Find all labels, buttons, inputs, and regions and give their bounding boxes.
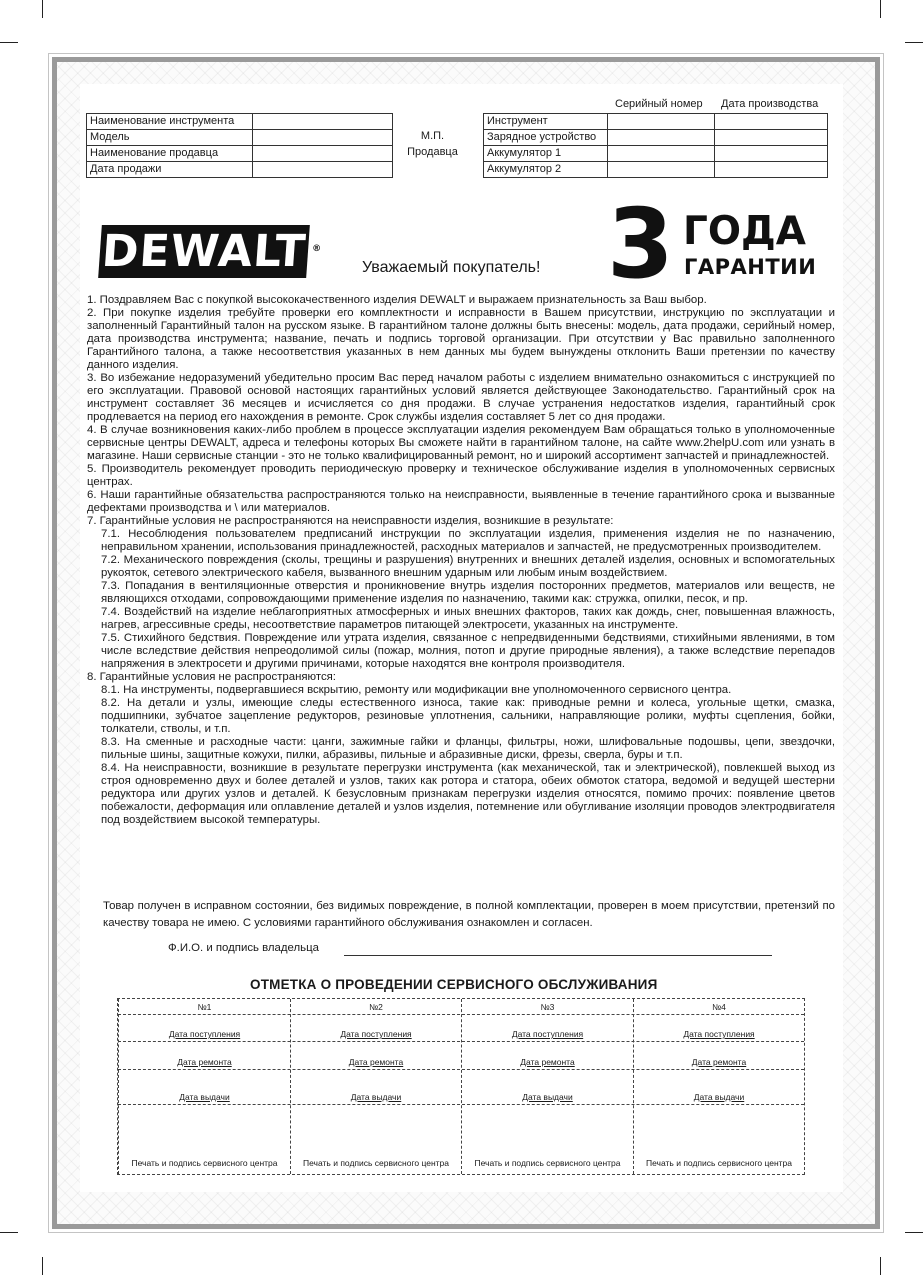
warranty-terms [87,294,835,827]
table-row [87,114,393,130]
terms-paragraph: 3. Во избежание недоразумений убедительно просим Вас перед началом работы с изделием внимательно ознакомиться с инструкцией по его эксплуатации. Правовой основой настоящих гарантийных условий является действующее Законодательство. Гарантийный срок на инструмент составляет 36 месяцев и исчисляется со дня продажи. В случае устранения недостатков изделия, гарантийный срок продлевается на период его нахождения в ремонте. Срок службы изделия составляет 5 лет со дня продажи. [87,372,835,423]
terms-paragraph: 6. Наши гарантийные обязательства распространяются только на неисправности, выявленные в течение гарантийного срока и вызванные дефектами производства и \ или материалов. [87,489,835,514]
table-row [484,146,828,162]
production-date-header: Дата производства [721,98,819,110]
service-record-column[interactable] [290,999,462,1174]
serial-field[interactable] [608,114,715,130]
row-label: Аккумулятор 1 [484,146,608,162]
crop-mark [0,42,18,43]
date-received-label: Дата поступления [340,1029,412,1039]
terms-paragraph: 8.1. На инструменты, подвергавшиеся вскрытию, ремонту или модификации вне уполномоченного сервисного центра. [101,684,732,696]
service-stamp-label: Печать и подпись сервисного центра [131,1158,278,1168]
logo-text: DEWALT [100,226,308,277]
terms-paragraph: 7.1. Несоблюдения пользователем предписаний инструкции по эксплуатации изделия, применения изделия не по назначению, неправильном хранении, использования принадлежностей, расходных материалов и запчастей, не предусмотренных производителем. [101,528,835,553]
service-section-title: ОТМЕТКА О ПРОВЕДЕНИИ СЕРВИСНОГО ОБСЛУЖИВАНИЯ [250,977,658,992]
value-field[interactable] [253,162,393,178]
terms-paragraph: 8. Гарантийные условия не распространяются: [87,671,336,683]
crop-mark [905,42,923,43]
date-field[interactable] [715,130,828,146]
table-row [87,130,393,146]
terms-paragraph: 7. Гарантийные условия не распространяются на неисправности изделия, возникшие в результате: [87,515,614,527]
table-row [484,130,828,146]
table-row [87,146,393,162]
service-number: №1 [197,1002,212,1012]
row-label: Дата продажи [87,162,253,178]
serial-field[interactable] [608,146,715,162]
serial-number-header: Серийный номер [615,98,703,110]
terms-paragraph: 7.3. Попадания в вентиляционные отверстия и проникновение внутрь изделия посторонних предметов, материалов или веществ, не являющихся отходами, сопровождающими применение изделия по назначению, такими как: стружка, опилки, песок, и пр. [101,580,835,605]
service-stamp-label: Печать и подпись сервисного центра [303,1158,449,1168]
row-label: Наименование продавца [87,146,253,162]
date-field[interactable] [715,162,828,178]
terms-paragraph: 8.2. На детали и узлы, имеющие следы естественного износа, такие как: приводные ремни и колеса, угольные щетки, смазка, подшипники, зубчатое зацепление редукторов, резиновые уплотнения, сальники, направляющие ролики, муфты сцепления, бойки, толкатели, стволы, и т.п. [101,697,835,735]
table-row [484,114,828,130]
owner-signature-label: Ф.И.О. и подпись владельца [168,942,319,954]
crop-mark [905,1232,923,1233]
row-label: Модель [87,130,253,146]
crop-mark [0,1232,18,1233]
crop-mark [880,1257,881,1275]
dewalt-logo [98,225,323,278]
serial-field[interactable] [608,130,715,146]
terms-paragraph: 7.5. Стихийного бедствия. Повреждение или утрата изделия, связанное с непредвиденными бедствиями, стихийными явлениями, в том числе вследствие действия непреодолимой силы (пожар, молния, потоп и другие природные явления), а также вследствие перепадов напряжения в электросети и другими причинами, которые находятся вне контроля производителя. [101,632,835,670]
service-record-column[interactable] [633,999,805,1174]
terms-paragraph: 5. Производитель рекомендует проводить периодическую проверку и техническое обслуживание изделия в уполномоченных сервисных центрах. [87,463,835,488]
value-field[interactable] [253,114,393,130]
registered-mark: ® [312,244,323,254]
date-repair-label: Дата ремонта [520,1057,575,1067]
value-field[interactable] [253,146,393,162]
product-info-table [86,113,393,178]
date-issue-label: Дата выдачи [179,1092,230,1102]
service-number: №3 [540,1002,555,1012]
table-row [484,162,828,178]
terms-paragraph: 1. Поздравляем Вас с покупкой высококачественного изделия DEWALT и выражаем признательность за Ваш выбор. [87,294,707,306]
date-field[interactable] [715,114,828,130]
acceptance-statement: Товар получен в исправном состоянии, без видимых повреждение, в полной комплектации, проверен в моем присутствии, претензий по качеству товара не имею. С условиями гарантийного обслуживания ознакомлен и согласен. [103,900,835,929]
serial-info-table [483,113,828,178]
value-field[interactable] [253,130,393,146]
service-number: №2 [369,1002,383,1012]
service-record-column[interactable] [461,999,633,1174]
service-record-table [117,998,805,1175]
date-issue-label: Дата выдачи [693,1092,745,1102]
row-label: Инструмент [484,114,608,130]
warranty-years-word: ГОДА [683,209,806,254]
date-issue-label: Дата выдачи [522,1092,573,1102]
terms-paragraph: 2. При покупке изделия требуйте проверки его комплектности и исправности в Вашем присутствии, инструкцию по эксплуатации и заполненный Гарантийный талон на русском языке. В гарантийном талоне должны быть внесены: модель, дата продажи, серийный номер, дата производства инструмента; название, печать и подпись торговой организации. При отсутствии у Вас правильно заполненного Гарантийного талона, а также несоответствия указанных в нем данных мы будем вынуждены отклонить Ваши претензии по качеству данного изделия. [87,307,835,371]
crop-mark [42,1257,43,1275]
greeting: Уважаемый покупатель! [362,259,541,276]
date-field[interactable] [715,146,828,162]
row-label: Аккумулятор 2 [484,162,608,178]
crop-mark [880,0,881,18]
service-number: №4 [712,1002,726,1012]
table-row [87,162,393,178]
stamp-label: М.П. [420,130,445,142]
serial-field[interactable] [608,162,715,178]
date-repair-label: Дата ремонта [177,1057,232,1067]
date-repair-label: Дата ремонта [348,1057,404,1067]
date-repair-label: Дата ремонта [691,1057,747,1067]
date-received-label: Дата поступления [683,1029,755,1039]
terms-paragraph: 4. В случае возникновения каких-либо проблем в процессе эксплуатации изделия рекомендуем Вам обращаться только в уполномоченные сервисные центры DEWALT, адреса и телефоны которых Вы сможете найти в гарантийном талоне, на сайте www.2helpU.com или узнать в магазине. Наши сервисные станции - это не только квалифицированный ремонт, но и широкий ассортимент запчастей и принадлежностей. [87,424,835,462]
stamp-label: Продавца [407,146,458,158]
warranty-word: ГАРАНТИИ [684,255,817,279]
terms-paragraph: 7.2. Механического повреждения (сколы, трещины и разрушения) внутренних и внешних деталей изделия, основных и вспомогательных рукояток, сетевого электрического кабеля, вызванного внешним ударным или любым иным воздействием. [101,554,835,579]
seller-stamp-area [405,128,460,160]
terms-paragraph: 8.4. На неисправности, возникшие в результате перегрузки инструмента (как механической, так и электрической), повлекшей выход из строя одновременно двух и более деталей и узлов, таких как ротора и статора, обеих обмоток статора, ведомой и ведущей шестерни редуктора или других узлов и деталей. К безусловным признакам перегрузки изделия относятся, помимо прочих: появление цветов побежалости, деформация или оплавление деталей и узлов изделия, потемнение или обугливание изоляции проводов электродвигателя под воздействием высокой температуры. [101,762,835,826]
warranty-years-number: 3 [607,188,674,300]
owner-signature-line[interactable] [344,955,772,956]
service-stamp-label: Печать и подпись сервисного центра [646,1158,792,1168]
terms-paragraph: 8.3. На сменные и расходные части: цанги, зажимные гайки и фланцы, фильтры, ножи, шлифовальные подошвы, цепи, звездочки, пильные шины, защитные кожухи, пилки, абразивы, пильные и абразивные диски, фрезы, сверла, буры и т.п. [101,736,835,761]
row-label: Зарядное устройство [484,130,608,146]
row-label: Наименование инструмента [87,114,253,130]
date-issue-label: Дата выдачи [350,1092,402,1102]
service-record-column[interactable] [118,999,290,1174]
date-received-label: Дата поступления [168,1029,241,1039]
crop-mark [42,0,43,18]
service-stamp-label: Печать и подпись сервисного центра [474,1158,621,1168]
date-received-label: Дата поступления [511,1029,584,1039]
terms-paragraph: 7.4. Воздействий на изделие неблагоприятных атмосферных и иных внешних факторов, таких как дождь, снег, повышенная влажность, нагрев, агрессивные среды, несоответствие параметров питающей электросети, указанных на инструменте. [101,606,835,631]
